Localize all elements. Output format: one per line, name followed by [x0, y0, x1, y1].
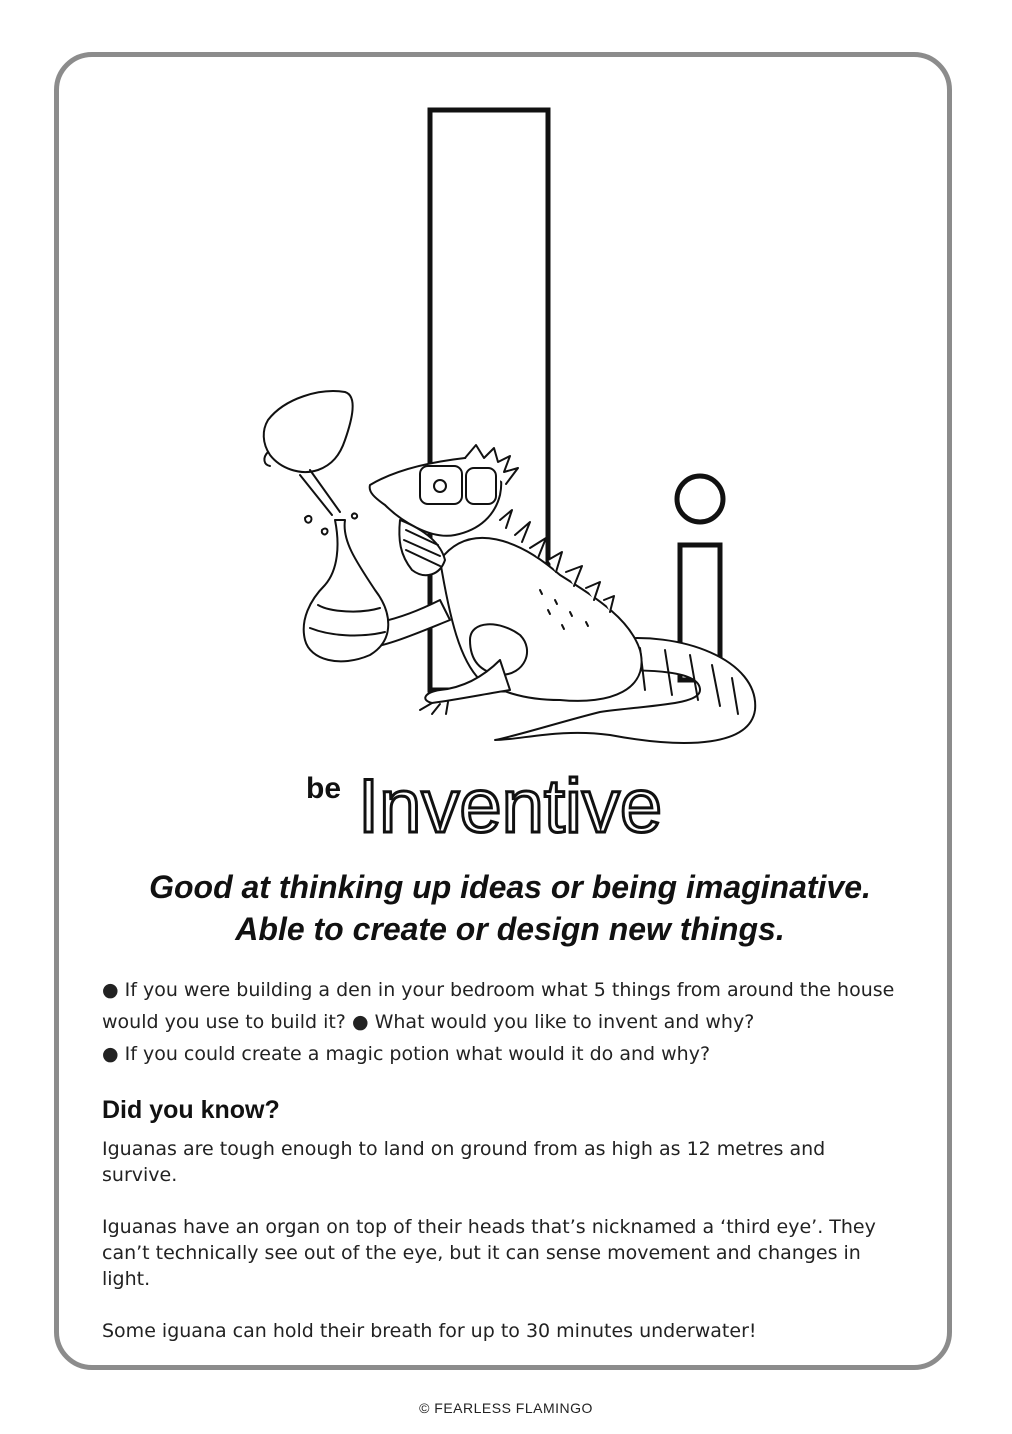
question-list — [102, 974, 902, 1070]
flask-icon — [264, 391, 389, 661]
question-1: If you were building a den in your bedroom what 5 things from around the house would you use to build it? — [102, 979, 895, 1033]
footer-credit: © FEARLESS FLAMINGO — [419, 1400, 593, 1416]
question-3: If you could create a magic potion what would it do and why? — [124, 1043, 711, 1065]
bullet-icon: ● — [351, 1011, 369, 1033]
be-prefix: be — [306, 772, 342, 805]
headline-line-1: Good at thinking up ideas or being imaginative. — [149, 869, 871, 905]
iguana-icon — [362, 445, 755, 743]
inventive-word: Inventive — [358, 764, 663, 849]
headline-line-2: Able to create or design new things. — [235, 911, 785, 947]
did-you-know-title: Did you know? — [102, 1096, 280, 1124]
lowercase-i-dot — [677, 476, 723, 522]
question-2: What would you like to invent and why? — [374, 1011, 755, 1033]
fact-2: Iguanas have an organ on top of their heads that’s nicknamed a ‘third eye’. They can’t technically see out of the eye, but it can sense movement and changes in light. — [102, 1216, 876, 1290]
fact-1: Iguanas are tough enough to land on ground from as high as 12 metres and survive. — [102, 1138, 826, 1186]
headline — [60, 866, 960, 950]
bullet-icon: ● — [102, 979, 119, 1001]
fact-3: Some iguana can hold their breath for up to 30 minutes underwater! — [102, 1320, 757, 1342]
bullet-icon: ● — [102, 1043, 119, 1065]
fact-list — [102, 1136, 882, 1370]
